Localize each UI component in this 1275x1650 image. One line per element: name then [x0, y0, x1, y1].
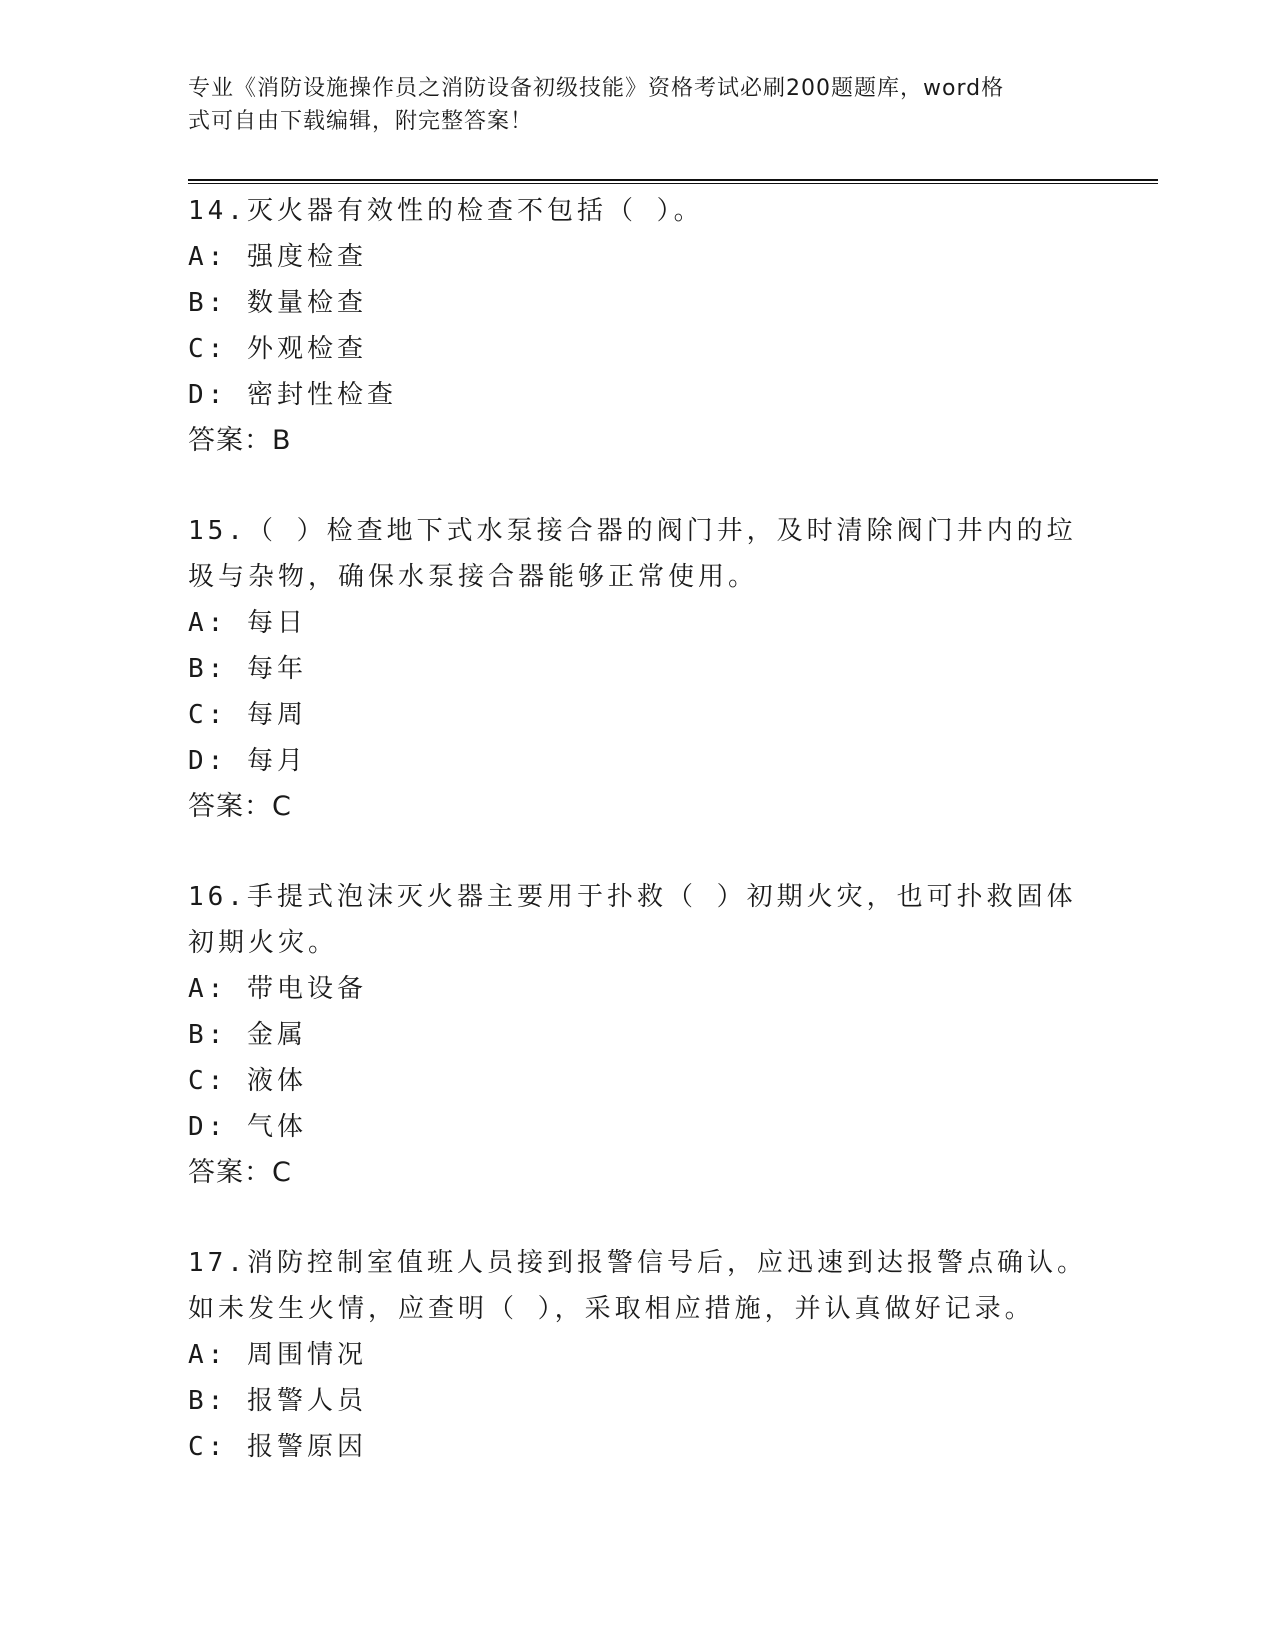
question-15	[188, 508, 1088, 830]
option-b: B: 每年	[188, 654, 307, 684]
option-a: A: 带电设备	[188, 974, 367, 1004]
question-stem: 14.灭火器有效性的检查不包括（ ）。	[188, 196, 704, 226]
document-header	[188, 72, 1068, 138]
option-b: B: 数量检查	[188, 288, 367, 318]
option-a: A: 强度检查	[188, 242, 367, 272]
header-divider-bottom	[188, 183, 1158, 184]
question-list	[188, 188, 1088, 1514]
question-17	[188, 1240, 1088, 1470]
question-14	[188, 188, 1088, 464]
option-d: D: 密封性检查	[188, 380, 397, 410]
answer: 答案：B	[188, 425, 292, 456]
option-c: C: 液体	[188, 1066, 307, 1096]
question-stem: 17.消防控制室值班人员接到报警信号后，应迅速到达报警点确认。如未发生火情，应查明（ ），采取相应措施，并认真做好记录。	[188, 1248, 1087, 1324]
question-16	[188, 874, 1088, 1196]
option-a: A: 周围情况	[188, 1340, 367, 1370]
option-c: C: 报警原因	[188, 1432, 367, 1462]
option-b: B: 报警人员	[188, 1386, 367, 1416]
header-line-1: 专业《消防设施操作员之消防设备初级技能》资格考试必刷200题题库，word格	[188, 76, 1005, 101]
question-stem: 16.手提式泡沫灭火器主要用于扑救（ ）初期火灾，也可扑救固体初期火灾。	[188, 882, 1077, 958]
header-line-2: 式可自由下载编辑，附完整答案！	[188, 109, 534, 134]
option-a: A: 每日	[188, 608, 307, 638]
answer: 答案：C	[188, 1157, 292, 1188]
answer: 答案：C	[188, 791, 292, 822]
option-b: B: 金属	[188, 1020, 307, 1050]
question-stem: 15.（ ）检查地下式水泵接合器的阀门井，及时清除阀门井内的垃圾与杂物，确保水泵接合器能够正常使用。	[188, 516, 1077, 592]
option-d: D: 气体	[188, 1112, 307, 1142]
header-divider-top	[188, 179, 1158, 181]
option-d: D: 每月	[188, 746, 307, 776]
option-c: C: 每周	[188, 700, 307, 730]
option-c: C: 外观检查	[188, 334, 367, 364]
